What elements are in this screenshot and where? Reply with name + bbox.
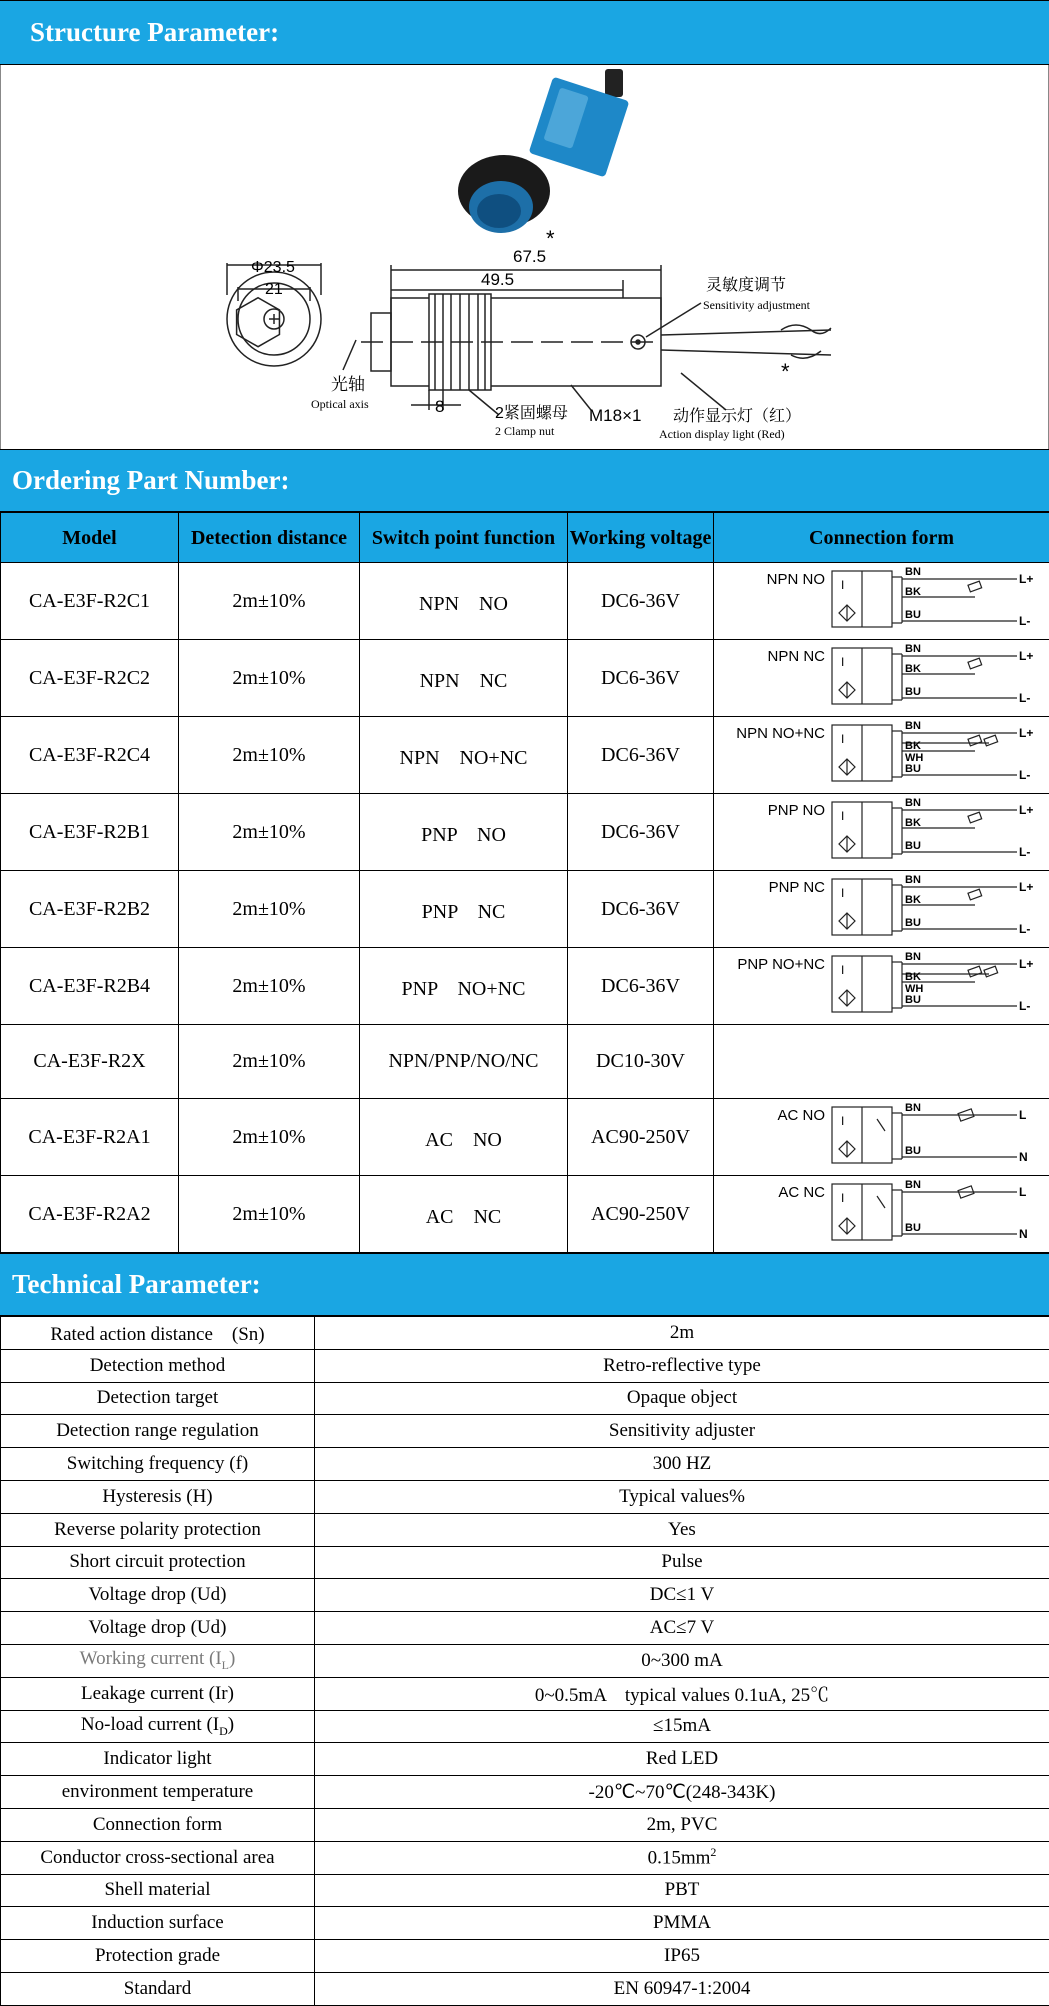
wire-i-label: I [841, 1114, 844, 1128]
table-row [1, 1972, 1049, 2005]
wire-i-label: I [841, 578, 844, 592]
wire-bu-label: BU [905, 917, 921, 929]
wire-bu-label: BU [905, 763, 921, 775]
terminal-lminus-label: L- [1019, 999, 1030, 1013]
cell-voltage: DC6-36V [568, 794, 714, 871]
terminal-lminus-label: L- [1019, 691, 1030, 705]
terminal-l-label: L [1019, 1108, 1026, 1122]
cell-voltage: DC6-36V [568, 640, 714, 717]
wire-bu-label: BU [905, 840, 921, 852]
ordering-table [0, 512, 1049, 1253]
wire-bn-label: BN [905, 874, 921, 886]
optical-axis-label-en: Optical axis [311, 397, 369, 411]
parameter-name: Detection method [1, 1349, 315, 1382]
wire-i-label: I [841, 886, 844, 900]
parameter-name: environment temperature [1, 1776, 315, 1809]
parameter-text-end: ) [228, 1714, 234, 1735]
parameter-value: Typical values% [315, 1480, 1049, 1513]
wire-wh-label: WH [905, 983, 923, 995]
wire-bn-label: BN [905, 566, 921, 578]
wire-wh-label: WH [905, 752, 923, 764]
table-row [1, 1513, 1049, 1546]
cell-function: PNP NC [360, 871, 568, 948]
table-row [1, 794, 1049, 871]
wire-bk-label: BK [905, 586, 921, 598]
terminal-lminus-label: L- [1019, 922, 1030, 936]
cell-distance: 2m±10% [179, 794, 360, 871]
cell-voltage: DC6-36V [568, 717, 714, 794]
wire-bn-label: BN [905, 720, 921, 732]
cell-function: NPN NO [360, 563, 568, 640]
parameter-value: Sensitivity adjuster [315, 1415, 1049, 1448]
terminal-lplus-label: L+ [1019, 726, 1033, 740]
front-view [227, 263, 321, 366]
cell-model: CA-E3F-R2B2 [1, 871, 179, 948]
parameter-value: Opaque object [315, 1382, 1049, 1415]
column-header-function: Switch point function [360, 513, 568, 563]
parameter-value: 2m [315, 1317, 1049, 1350]
table-row [1, 717, 1049, 794]
cell-voltage: AC90-250V [568, 1176, 714, 1253]
sensor-dimension-drawing [1, 65, 1049, 449]
column-header-model: Model [1, 513, 179, 563]
wire-bu-label: BU [905, 1222, 921, 1234]
parameter-name: Reverse polarity protection [1, 1513, 315, 1546]
parameter-value: DC≤1 V [315, 1579, 1049, 1612]
dim-21-label: 21 [265, 281, 283, 298]
cell-connection [714, 794, 1049, 871]
parameter-value: Yes [315, 1513, 1049, 1546]
table-row [1, 871, 1049, 948]
action-light-label-cn: 动作显示灯（红） [673, 407, 801, 425]
terminal-lplus-label: L+ [1019, 803, 1033, 817]
table-row [1, 1579, 1049, 1612]
column-header-connection: Connection form [714, 513, 1049, 563]
terminal-lplus-label: L+ [1019, 572, 1033, 586]
parameter-text-end: ) [229, 1648, 235, 1669]
technical-parameter-header [0, 1253, 1049, 1316]
cell-function: NPN NC [360, 640, 568, 717]
parameter-value: Red LED [315, 1743, 1049, 1776]
parameter-value: PMMA [315, 1907, 1049, 1940]
clamp-nut-label-en: 2 Clamp nut [495, 424, 555, 438]
wiring-diagram [717, 1176, 1047, 1246]
thread-label: M18×1 [589, 406, 641, 425]
cell-connection [714, 1176, 1049, 1253]
table-row [1, 1099, 1049, 1176]
ordering-part-number-title: Ordering Part Number: [12, 465, 289, 496]
table-row [1, 1448, 1049, 1481]
wire-bk-label: BK [905, 894, 921, 906]
wire-bu-label: BU [905, 1145, 921, 1157]
cell-function: NPN NO+NC [360, 717, 568, 794]
wiring-label: NPN NO [766, 571, 824, 588]
cell-function: PNP NO [360, 794, 568, 871]
sensitivity-label-en: Sensitivity adjustment [703, 298, 811, 312]
wire-i-label: I [841, 1191, 844, 1205]
wire-i-label: I [841, 732, 844, 746]
table-row [1, 1743, 1049, 1776]
value-superscript: 2 [710, 1845, 716, 1859]
terminal-lplus-label: L+ [1019, 957, 1033, 971]
wiring-diagram [717, 1099, 1047, 1169]
technical-parameter-title: Technical Parameter: [12, 1269, 261, 1300]
cell-connection [714, 1099, 1049, 1176]
table-row [1, 1349, 1049, 1382]
sensitivity-label-cn: 灵敏度调节 [706, 276, 786, 294]
column-header-distance: Detection distance [179, 513, 360, 563]
cell-distance: 2m±10% [179, 1025, 360, 1099]
dim-8-label: 8 [435, 397, 444, 416]
table-row [1, 1907, 1049, 1940]
parameter-name: Protection grade [1, 1940, 315, 1973]
parameter-value: Pulse [315, 1546, 1049, 1579]
parameter-value: 2m, PVC [315, 1808, 1049, 1841]
parameter-name: Connection form [1, 1808, 315, 1841]
parameter-value: ≤15mA [315, 1710, 1049, 1743]
wire-bk-label: BK [905, 663, 921, 675]
table-row [1, 1940, 1049, 1973]
parameter-name: Leakage current (Ir) [1, 1677, 315, 1710]
parameter-subscript: D [219, 1724, 228, 1738]
cell-function: AC NC [360, 1176, 568, 1253]
cell-voltage: DC10-30V [568, 1025, 714, 1099]
terminal-lplus-label: L+ [1019, 649, 1033, 663]
structure-parameter-title: Structure Parameter: [30, 17, 279, 48]
column-header-voltage: Working voltage [568, 513, 714, 563]
terminal-lminus-label: L- [1019, 768, 1030, 782]
action-light-label-en: Action display light (Red) [659, 427, 785, 441]
wiring-diagram [717, 563, 1047, 633]
wiring-label: AC NO [777, 1107, 825, 1124]
cell-connection [714, 717, 1049, 794]
wiring-diagram [717, 640, 1047, 710]
cell-connection [714, 871, 1049, 948]
wire-i-label: I [841, 809, 844, 823]
cell-distance: 2m±10% [179, 1176, 360, 1253]
parameter-value: -20℃~70℃(248-343K) [315, 1776, 1049, 1809]
value-text: 0.15mm [648, 1848, 711, 1869]
parameter-value: Retro-reflective type [315, 1349, 1049, 1382]
table-row [1, 1480, 1049, 1513]
wire-bu-label: BU [905, 686, 921, 698]
parameter-name: Short circuit protection [1, 1546, 315, 1579]
cell-distance: 2m±10% [179, 1099, 360, 1176]
parameter-name: Switching frequency (f) [1, 1448, 315, 1481]
wire-bu-label: BU [905, 994, 921, 1006]
parameter-name: Standard [1, 1972, 315, 2005]
cell-model: CA-E3F-R2C2 [1, 640, 179, 717]
wire-bk-label: BK [905, 740, 921, 752]
table-row [1, 1546, 1049, 1579]
parameter-value: AC≤7 V [315, 1612, 1049, 1645]
terminal-lplus-label: L+ [1019, 880, 1033, 894]
wiring-label: NPN NC [767, 648, 825, 665]
wire-bn-label: BN [905, 951, 921, 963]
wiring-label: PNP NO+NC [737, 956, 825, 973]
parameter-name: Detection range regulation [1, 1415, 315, 1448]
technical-table [0, 1316, 1049, 2006]
parameter-name [1, 1710, 315, 1743]
parameter-name: Shell material [1, 1874, 315, 1907]
dim-phi-label: Φ23.5 [251, 259, 295, 276]
dim-body-label: 49.5 [481, 270, 514, 289]
ordering-table-header-row [1, 513, 1049, 563]
table-row [1, 1612, 1049, 1645]
cell-connection [714, 563, 1049, 640]
parameter-name: Conductor cross-sectional area [1, 1841, 315, 1874]
cell-function: NPN/PNP/NO/NC [360, 1025, 568, 1099]
wiring-diagram [717, 794, 1047, 864]
cell-model: CA-E3F-R2A2 [1, 1176, 179, 1253]
wire-i-label: I [841, 963, 844, 977]
terminal-lminus-label: L- [1019, 614, 1030, 628]
table-row [1, 1808, 1049, 1841]
wiring-diagram [717, 871, 1047, 941]
parameter-name: Hysteresis (H) [1, 1480, 315, 1513]
table-row [1, 1317, 1049, 1350]
cell-connection [714, 948, 1049, 1025]
wire-i-label: I [841, 655, 844, 669]
dim-total-label: 67.5 [513, 247, 546, 266]
terminal-n-label: N [1019, 1227, 1028, 1241]
wire-bn-label: BN [905, 1102, 921, 1114]
parameter-name: Induction surface [1, 1907, 315, 1940]
clamp-nut-label-cn: 2紧固螺母 [495, 404, 568, 422]
star-mark-cable: * [781, 359, 790, 384]
wire-bn-label: BN [905, 797, 921, 809]
parameter-name: Indicator light [1, 1743, 315, 1776]
table-row [1, 1176, 1049, 1253]
cell-model: CA-E3F-R2A1 [1, 1099, 179, 1176]
parameter-name: Detection target [1, 1382, 315, 1415]
cell-distance: 2m±10% [179, 717, 360, 794]
parameter-name: Voltage drop (Ud) [1, 1579, 315, 1612]
cell-distance: 2m±10% [179, 640, 360, 717]
table-row [1, 640, 1049, 717]
cell-distance: 2m±10% [179, 948, 360, 1025]
parameter-subscript: L [222, 1658, 229, 1672]
terminal-lminus-label: L- [1019, 845, 1030, 859]
terminal-n-label: N [1019, 1150, 1028, 1164]
cell-connection [714, 1025, 1049, 1099]
wiring-label: PNP NO [767, 802, 824, 819]
wiring-label: AC NC [778, 1184, 825, 1201]
cell-distance: 2m±10% [179, 563, 360, 640]
cell-model: CA-E3F-R2B1 [1, 794, 179, 871]
table-row [1, 1025, 1049, 1099]
cell-function: AC NO [360, 1099, 568, 1176]
wiring-diagram [717, 948, 1047, 1018]
parameter-value: IP65 [315, 1940, 1049, 1973]
table-row [1, 1677, 1049, 1710]
cell-model: CA-E3F-R2C4 [1, 717, 179, 794]
wiring-diagram [717, 717, 1047, 787]
parameter-name [1, 1644, 315, 1677]
parameter-text: No-load current (I [81, 1714, 219, 1735]
cell-model: CA-E3F-R2C1 [1, 563, 179, 640]
cell-voltage: DC6-36V [568, 563, 714, 640]
table-row [1, 1841, 1049, 1874]
cell-voltage: AC90-250V [568, 1099, 714, 1176]
sensor-photo [458, 69, 629, 233]
parameter-name: Voltage drop (Ud) [1, 1612, 315, 1645]
wiring-label: PNP NC [768, 879, 825, 896]
cell-distance: 2m±10% [179, 871, 360, 948]
wire-bu-label: BU [905, 609, 921, 621]
terminal-l-label: L [1019, 1185, 1026, 1199]
parameter-value: PBT [315, 1874, 1049, 1907]
cell-model: CA-E3F-R2B4 [1, 948, 179, 1025]
parameter-name: Rated action distance (Sn) [1, 1317, 315, 1350]
wire-bk-label: BK [905, 817, 921, 829]
parameter-value: 0~0.5mA typical values 0.1uA, 25℃ [315, 1677, 1049, 1710]
star-mark-top: * [546, 226, 555, 251]
structure-parameter-header [0, 0, 1049, 65]
cell-voltage: DC6-36V [568, 948, 714, 1025]
table-row [1, 563, 1049, 640]
table-row [1, 948, 1049, 1025]
ordering-part-number-header [0, 449, 1049, 512]
table-row [1, 1415, 1049, 1448]
structure-drawing [0, 65, 1049, 449]
parameter-text: Working current (I [80, 1648, 222, 1669]
wire-bn-label: BN [905, 643, 921, 655]
cell-connection [714, 640, 1049, 717]
cell-model: CA-E3F-R2X [1, 1025, 179, 1099]
wire-bn-label: BN [905, 1179, 921, 1191]
wire-bk-label: BK [905, 971, 921, 983]
optical-axis-label-cn: 光轴 [331, 375, 365, 394]
wiring-label: NPN NO+NC [736, 725, 825, 742]
table-row [1, 1382, 1049, 1415]
table-row [1, 1874, 1049, 1907]
table-row [1, 1710, 1049, 1743]
parameter-value [315, 1841, 1049, 1874]
parameter-value: 0~300 mA [315, 1644, 1049, 1677]
parameter-value: EN 60947-1:2004 [315, 1972, 1049, 2005]
table-row [1, 1776, 1049, 1809]
table-row [1, 1644, 1049, 1677]
parameter-value: 300 HZ [315, 1448, 1049, 1481]
cell-voltage: DC6-36V [568, 871, 714, 948]
cell-function: PNP NO+NC [360, 948, 568, 1025]
